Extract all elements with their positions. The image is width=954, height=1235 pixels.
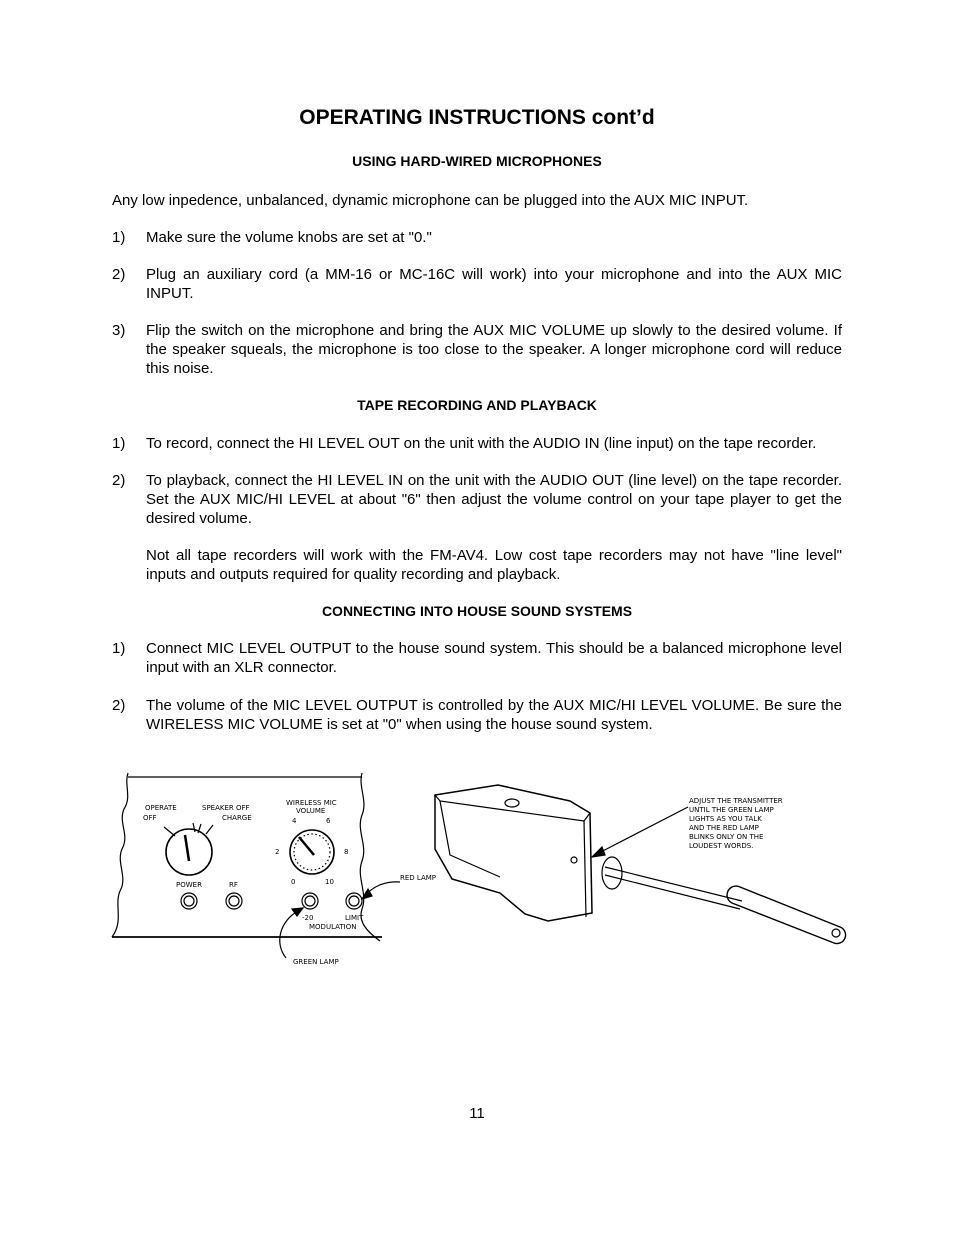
minus20-label: -20 — [302, 914, 314, 922]
green-lamp-arrow — [280, 911, 298, 958]
item-number: 2) — [112, 472, 126, 489]
off-label: OFF — [143, 814, 157, 822]
callout-line: UNTIL THE GREEN LAMP — [689, 806, 774, 814]
item-number: 2) — [112, 266, 126, 283]
page-title: OPERATING INSTRUCTIONS cont’d — [299, 106, 655, 129]
list-item — [112, 639, 842, 677]
item-number: 2) — [112, 697, 126, 714]
callout-line: ADJUST THE TRANSMITTER — [689, 797, 783, 805]
section-heading-house-sound: CONNECTING INTO HOUSE SOUND SYSTEMS — [321, 603, 633, 619]
tick-2: 2 — [275, 848, 280, 856]
item-number: 1) — [112, 229, 126, 246]
wireless-mic-label: WIRELESS MIC — [286, 799, 337, 807]
green-lamp-label: GREEN LAMP — [293, 958, 339, 966]
volume-label: VOLUME — [296, 807, 326, 815]
charge-label: CHARGE — [222, 814, 252, 822]
tick-10: 10 — [325, 878, 334, 886]
limit-label: LIMIT — [345, 914, 364, 922]
list-item — [112, 434, 842, 453]
tick-6: 6 — [326, 817, 331, 825]
item-text: Connect MIC LEVEL OUTPUT to the house sound system. This should be a balanced microphone level input with an XLR connector. — [146, 640, 842, 676]
tick-8: 8 — [344, 848, 349, 856]
list-item — [112, 228, 842, 247]
operate-label: OPERATE — [145, 804, 177, 812]
item-text: Flip the switch on the microphone and bring the AUX MIC VOLUME up slowly to the desired volume. If the speaker squeals, the microphone is too close to the speaker. A longer microphone cord will reduce this noise. — [146, 322, 842, 377]
callout-line: AND THE RED LAMP — [689, 824, 759, 832]
note-text: Not all tape recorders will work with the FM-AV4. Low cost tape recorders may not have "line level" inputs and outputs required for quality recording and playback. — [146, 547, 842, 583]
item-text: Make sure the volume knobs are set at "0." — [146, 229, 432, 246]
item-number: 1) — [112, 640, 126, 657]
intro-paragraph: Any low inpedence, unbalanced, dynamic microphone can be plugged into the AUX MIC INPUT. — [112, 192, 749, 209]
tick-4: 4 — [292, 817, 297, 825]
operate-knob — [166, 829, 212, 875]
callout-line: LIGHTS AS YOU TALK — [689, 815, 762, 823]
callout-text — [689, 797, 783, 850]
speaker-off-label: SPEAKER OFF — [202, 804, 250, 812]
list-item — [112, 265, 842, 303]
panel-left-edge — [112, 773, 128, 937]
page-number: 11 — [469, 1105, 485, 1122]
item-text: To playback, connect the HI LEVEL IN on the unit with the AUDIO OUT (line level) on the tape recorder. Set the AUX MIC/HI LEVEL at about "6" then adjust the volume control on your tape player to get the desired volume. — [146, 472, 842, 527]
callout-line: BLINKS ONLY ON THE — [689, 833, 764, 841]
red-lamp-label: RED LAMP — [400, 874, 437, 882]
panel-illustration — [100, 765, 860, 975]
item-text: The volume of the MIC LEVEL OUTPUT is controlled by the AUX MIC/HI LEVEL VOLUME. Be sure the WIRELESS MIC VOLUME is set at "0" when using the house sound system. — [146, 697, 842, 733]
screwdriver-handle — [727, 886, 845, 943]
callout-line: LOUDEST WORDS. — [689, 842, 754, 850]
list-item — [112, 471, 842, 528]
tick-0: 0 — [291, 878, 296, 886]
item-text: Plug an auxiliary cord (a MM-16 or MC-16C will work) into your microphone and into the AUX MIC INPUT. — [146, 266, 842, 302]
section-heading-tape: TAPE RECORDING AND PLAYBACK — [357, 397, 597, 413]
power-label: POWER — [176, 881, 202, 889]
section-heading-hard-wired: USING HARD-WIRED MICROPHONES — [352, 153, 602, 169]
note-paragraph — [112, 546, 842, 584]
item-text: To record, connect the HI LEVEL OUT on the unit with the AUDIO IN (line input) on the tape recorder. — [146, 435, 817, 452]
transmitter-body — [435, 785, 592, 921]
list-item — [112, 321, 842, 378]
item-number: 3) — [112, 322, 126, 339]
list-item — [112, 696, 842, 734]
modulation-label: MODULATION — [309, 923, 357, 931]
rf-label: RF — [229, 881, 238, 889]
item-number: 1) — [112, 435, 126, 452]
